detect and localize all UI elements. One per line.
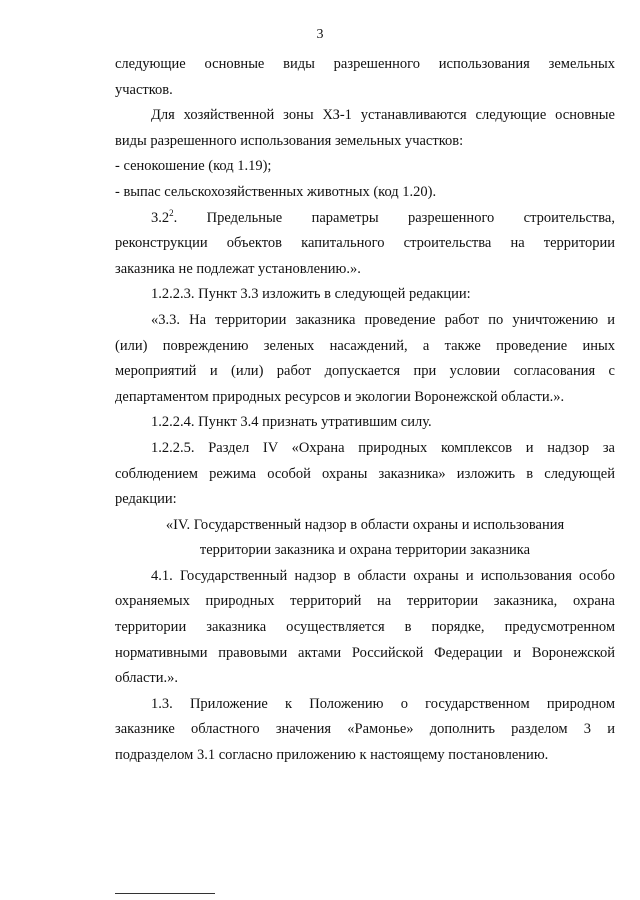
text-line: виды разрешенного использования земельных участков:	[115, 132, 464, 149]
list-item: - сенокошение (код 1.19);	[115, 158, 272, 175]
text-line: соблюдением режима особой охраны заказника» изложить в следующей	[115, 465, 615, 482]
text-line: 1.3. Приложение к Положению о государственном природном	[151, 695, 615, 712]
text-line: следующие основные виды разрешенного использования земельных	[115, 56, 615, 72]
text-line: заказнике областного значения «Рамонье» дополнить разделом 3 и	[115, 721, 615, 738]
text-line: 4.1. Государственный надзор в области охраны и использования особо	[151, 567, 615, 584]
text-line: охраняемых природных территорий на территории заказника, охрана	[115, 593, 615, 610]
clause-text: . Предельные параметры разрешенного строительства,	[173, 209, 615, 226]
clause-number: 3.2	[151, 209, 170, 226]
text-line: нормативными правовыми актами Российской Федерации и Воронежской	[115, 644, 615, 661]
text-line-with-superscript	[115, 206, 615, 232]
list-item: - выпас сельскохозяйственных животных (код 1.20).	[115, 183, 437, 200]
text-line: редакции:	[115, 491, 177, 508]
footnote-divider	[115, 893, 215, 894]
document-body	[115, 52, 615, 769]
text-line: реконструкции объектов капитального строительства на территории	[115, 235, 615, 252]
text-line: (или) повреждению зеленых насаждений, а также проведение иных	[115, 337, 615, 354]
page-number: 3	[316, 27, 324, 42]
section-heading: «IV. Государственный надзор в области охраны и использования	[165, 516, 565, 533]
text-line: департаментом природных ресурсов и экологии Воронежской области.».	[115, 388, 565, 405]
text-line: участков.	[115, 81, 173, 98]
text-line: области.».	[115, 670, 178, 687]
text-line: 1.2.2.5. Раздел IV «Охрана природных комплексов и надзор за	[151, 439, 615, 456]
superscript: 2	[169, 207, 174, 218]
section-heading: территории заказника и охрана территории заказника	[199, 542, 531, 559]
text-line: заказника не подлежат установлению.».	[115, 260, 361, 277]
text-line: подразделом 3.1 согласно приложению к настоящему постановлению.	[115, 747, 549, 764]
text-line: мероприятий и (или) работ допускается при условии согласования с	[115, 363, 615, 380]
text-line: Для хозяйственной зоны ХЗ-1 устанавливаются следующие основные	[151, 107, 615, 124]
text-line: «3.3. На территории заказника проведение работ по уничтожению и	[151, 311, 615, 328]
text-line: 1.2.2.4. Пункт 3.4 признать утратившим силу.	[151, 414, 432, 431]
text-line: территории заказника осуществляется в порядке, предусмотренном	[115, 619, 615, 636]
text-line: 1.2.2.3. Пункт 3.3 изложить в следующей редакции:	[151, 286, 471, 303]
